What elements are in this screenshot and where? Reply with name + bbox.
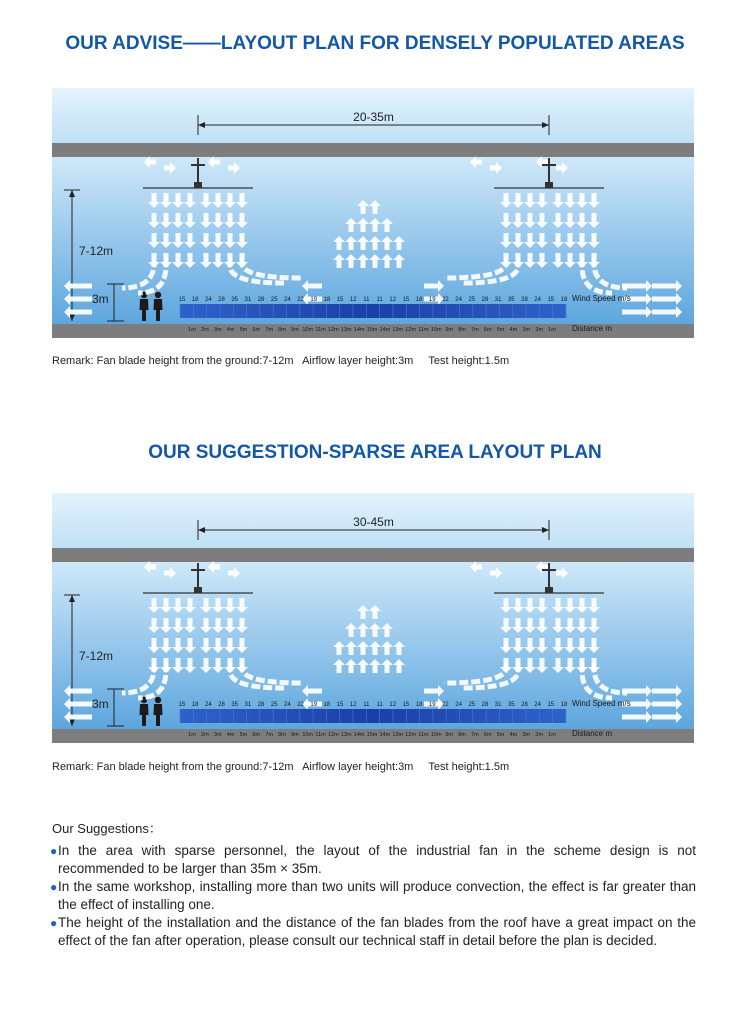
wind-speed-value: 11 <box>363 297 370 303</box>
wind-speed-value: 18 <box>415 702 423 708</box>
distance-value: 1m <box>548 327 556 333</box>
wind-speed-value: 12 <box>389 702 397 708</box>
wind-speed-value: 28 <box>257 702 265 708</box>
distance-value: 4m <box>226 327 235 333</box>
distance-value: 2m <box>201 327 209 333</box>
distance-value: 9m <box>445 327 453 333</box>
wind-speed-value: 24 <box>284 297 291 303</box>
distance-value: 8m <box>458 732 466 738</box>
distance-value: 6m <box>483 327 492 333</box>
wind-speed-value: 18 <box>415 297 423 303</box>
distance-value: 9m <box>291 327 299 333</box>
wind-speed-value: 18 <box>560 297 568 303</box>
wind-speed-value: 18 <box>560 702 568 708</box>
distance-value: 13m <box>340 327 352 333</box>
wind-speed-value: 24 <box>284 702 291 708</box>
remark-sparse: Remark: Fan blade height from the ground:7-12m Airflow layer height:3m Test height:1.5m <box>52 761 510 773</box>
ceiling <box>52 143 694 157</box>
sparse-layout-diagram <box>52 493 694 743</box>
wind-speed-value: 28 <box>481 297 489 303</box>
wind-speed-value: 25 <box>468 297 476 303</box>
distance-value: 6m <box>252 732 261 738</box>
bullet-icon: ● <box>50 844 58 858</box>
suggestion-item: ● In the same workshop, installing more than two units will produce convection, the effect is far greater than the effect of installing one. <box>50 879 696 912</box>
wind-speed-value: 24 <box>205 702 212 708</box>
distance-label: Distance m <box>572 324 613 333</box>
wind-speed-value: 18 <box>323 702 331 708</box>
wind-speed-value: 19 <box>428 297 436 303</box>
distance-value: 10m <box>302 732 314 738</box>
wind-speed-value: 25 <box>468 702 476 708</box>
distance-value: 5m <box>239 327 248 333</box>
span-label: 20-35m <box>353 110 394 124</box>
span-label: 30-45m <box>353 515 394 529</box>
wind-speed-value: 25 <box>270 297 278 303</box>
remark-dense: Remark: Fan blade height from the ground:7-12m Airflow layer height:3m Test height:1.5m <box>52 355 510 367</box>
distance-value: 10m <box>302 327 314 333</box>
suggestions-heading: Our Suggestions： <box>52 821 162 836</box>
wind-speed-value: 15 <box>547 702 555 708</box>
wind-speed-value: 35 <box>231 702 239 708</box>
distance-value: 4m <box>509 327 518 333</box>
wind-speed-value: 15 <box>178 702 186 708</box>
wind-speed-value: 11 <box>376 702 383 708</box>
wind-speed-value: 15 <box>402 702 410 708</box>
wind-speed-value: 12 <box>389 297 397 303</box>
wind-speed-value: 18 <box>323 297 331 303</box>
distance-value: 13m <box>340 732 352 738</box>
wind-speed-value: 11 <box>363 702 370 708</box>
wind-speed-value: 22 <box>297 297 304 303</box>
wind-speed-bar <box>180 304 566 318</box>
layer-label: 3m <box>92 697 109 711</box>
wind-speed-value: 24 <box>534 297 541 303</box>
wind-speed-value: 22 <box>442 702 449 708</box>
distance-value: 12m <box>328 327 339 333</box>
height-label: 7-12m <box>79 649 114 663</box>
height-label: 7-12m <box>79 244 114 258</box>
wind-speed-value: 31 <box>494 297 502 303</box>
distance-value: 9m <box>291 732 299 738</box>
diagram-canvas <box>52 493 694 743</box>
distance-value: 3m <box>213 327 222 333</box>
distance-value: 7m <box>265 327 273 333</box>
bullet-icon: ● <box>50 916 58 930</box>
wind-speed-value: 19 <box>428 702 436 708</box>
distance-value: 2m <box>535 327 543 333</box>
title-dense-layout: OUR ADVISE——LAYOUT PLAN FOR DENSELY POPULATED AREAS <box>65 33 685 54</box>
wind-speed-value: 18 <box>191 702 199 708</box>
wind-speed-value: 22 <box>442 297 449 303</box>
wind-speed-value: 24 <box>534 702 541 708</box>
distance-label: Distance m <box>572 729 613 738</box>
distance-value: 1m <box>188 327 196 333</box>
distance-value: 15m <box>366 732 378 738</box>
dense-layout-diagram <box>52 88 694 338</box>
distance-value: 10m <box>430 732 442 738</box>
wind-speed-value: 28 <box>218 297 225 303</box>
distance-value: 12m <box>328 732 339 738</box>
distance-value: 1m <box>188 732 196 738</box>
distance-value: 11m <box>418 732 429 738</box>
wind-speed-value: 15 <box>336 297 344 303</box>
distance-value: 4m <box>226 732 235 738</box>
suggestions-list <box>50 842 696 950</box>
distance-value: 14m <box>353 327 365 333</box>
distance-value: 12m <box>405 732 416 738</box>
distance-value: 8m <box>458 327 466 333</box>
distance-value: 3m <box>522 327 531 333</box>
distance-value: 11m <box>315 327 326 333</box>
distance-value: 11m <box>315 732 326 738</box>
wind-speed-value: 28 <box>521 297 528 303</box>
wind-speed-value: 24 <box>455 702 462 708</box>
wind-speed-value: 28 <box>481 702 489 708</box>
wind-speed-value: 24 <box>455 297 462 303</box>
distance-value: 14m <box>353 732 365 738</box>
wind-speed-value: 28 <box>218 702 225 708</box>
distance-value: 7m <box>265 732 273 738</box>
wind-speed-bar <box>180 709 566 723</box>
wind-speed-value: 19 <box>310 297 318 303</box>
diagram-canvas <box>52 88 694 338</box>
distance-value: 13m <box>392 732 404 738</box>
distance-value: 2m <box>201 732 209 738</box>
distance-value: 8m <box>278 327 286 333</box>
wind-speed-value: 35 <box>231 297 239 303</box>
wind-speed-value: 31 <box>244 297 252 303</box>
distance-value: 14m <box>379 327 391 333</box>
distance-value: 7m <box>471 732 479 738</box>
distance-value: 12m <box>405 327 416 333</box>
wind-speed-value: 28 <box>257 297 265 303</box>
distance-value: 5m <box>239 732 248 738</box>
distance-value: 7m <box>471 327 479 333</box>
distance-value: 13m <box>392 327 404 333</box>
suggestion-item: ● The height of the installation and the distance of the fan blades from the roof have a great impact on the effect of the fan after operation, please consult our technical staff in detail before the plan is decided. <box>50 915 696 948</box>
wind-speed-value: 19 <box>310 702 318 708</box>
distance-value: 6m <box>483 732 492 738</box>
wind-speed-value: 31 <box>244 702 252 708</box>
wind-speed-value: 15 <box>547 297 555 303</box>
ceiling <box>52 548 694 562</box>
distance-value: 14m <box>379 732 391 738</box>
distance-value: 6m <box>252 327 261 333</box>
wind-speed-value: 28 <box>521 702 528 708</box>
wind-speed-value: 25 <box>270 702 278 708</box>
wind-speed-value: 18 <box>191 297 199 303</box>
suggestion-item: ● In the area with sparse personnel, the layout of the industrial fan in the scheme design is not recommended to be larger than 35m × 35m. <box>50 843 696 876</box>
wind-speed-value: 12 <box>349 297 357 303</box>
wind-speed-value: 31 <box>494 702 502 708</box>
distance-value: 3m <box>213 732 222 738</box>
distance-value: 1m <box>548 732 556 738</box>
distance-value: 9m <box>445 732 453 738</box>
distance-value: 4m <box>509 732 518 738</box>
distance-value: 8m <box>278 732 286 738</box>
distance-value: 5m <box>496 732 505 738</box>
distance-value: 2m <box>535 732 543 738</box>
wind-speed-value: 35 <box>507 297 515 303</box>
wind-speed-label: Wind Speed m/s <box>572 294 631 303</box>
wind-speed-value: 35 <box>507 702 515 708</box>
wind-speed-value: 22 <box>297 702 304 708</box>
distance-value: 3m <box>522 732 531 738</box>
distance-value: 5m <box>496 327 505 333</box>
bullet-icon: ● <box>50 880 58 894</box>
layer-label: 3m <box>92 292 109 306</box>
distance-value: 11m <box>418 327 429 333</box>
distance-value: 15m <box>366 327 378 333</box>
wind-speed-value: 15 <box>402 297 410 303</box>
wind-speed-value: 11 <box>376 297 383 303</box>
wind-speed-label: Wind Speed m/s <box>572 699 631 708</box>
wind-speed-value: 12 <box>349 702 357 708</box>
distance-value: 10m <box>430 327 442 333</box>
wind-speed-value: 24 <box>205 297 212 303</box>
wind-speed-value: 15 <box>178 297 186 303</box>
title-sparse-layout: OUR SUGGESTION-SPARSE AREA LAYOUT PLAN <box>148 442 602 463</box>
wind-speed-value: 15 <box>336 702 344 708</box>
